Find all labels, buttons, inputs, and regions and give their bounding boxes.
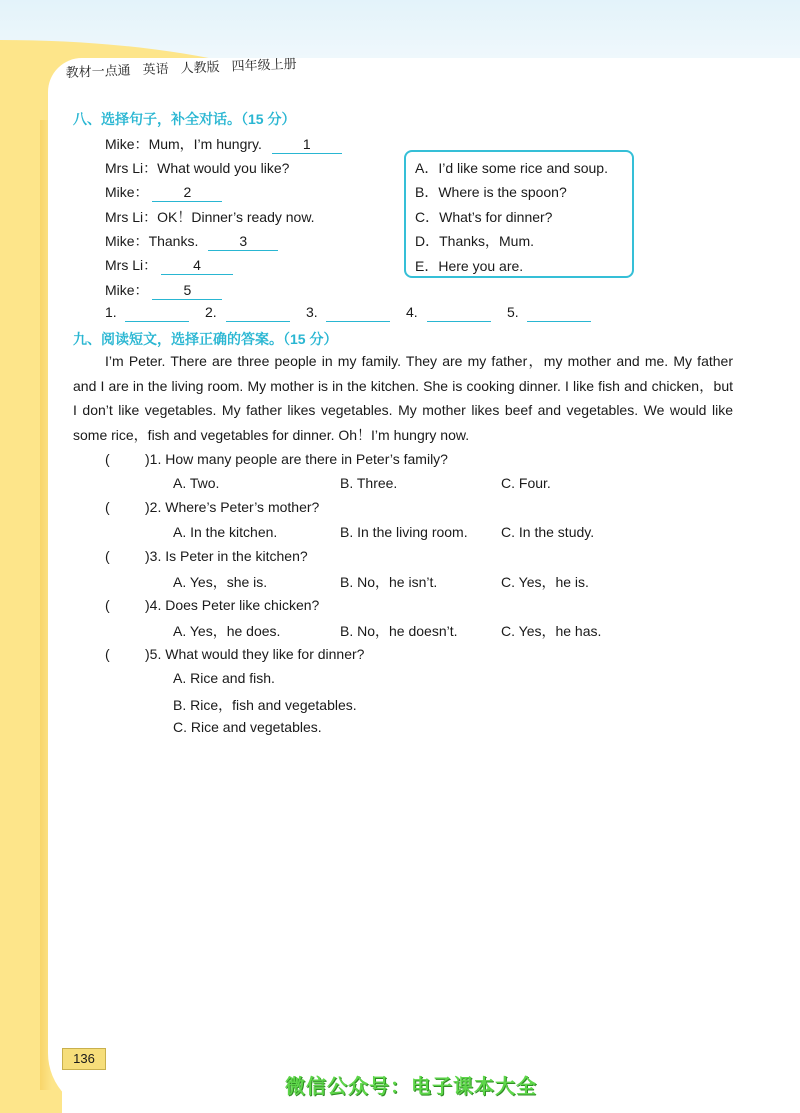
q3-option-c: C. Yes，he is. xyxy=(501,574,589,590)
question-1-paren[interactable]: ( xyxy=(105,451,110,467)
question-4 xyxy=(145,597,319,613)
q3-option-a: A. Yes，she is. xyxy=(173,574,268,590)
dialogue-line-5 xyxy=(105,231,278,251)
question-number: )1. xyxy=(145,451,162,467)
dialogue-blank-2[interactable]: 2 xyxy=(152,184,222,202)
option-d: D．Thanks，Mum. xyxy=(415,233,535,249)
q5-option-a: A. Rice and fish. xyxy=(173,670,275,686)
answer-line-3[interactable] xyxy=(326,321,390,322)
question-text: Does Peter like chicken? xyxy=(165,597,320,613)
question-1 xyxy=(145,451,448,467)
q2-option-b: B. In the living room. xyxy=(340,524,468,540)
question-2 xyxy=(145,499,319,515)
option-e: E．Here you are. xyxy=(415,258,524,274)
answer-label-2: 2. xyxy=(205,304,217,320)
option-c: C．What’s for dinner? xyxy=(415,209,553,225)
options-box xyxy=(404,150,634,278)
passage-text: I’m Peter. There are three people in my family. They are my father，my mother and me. My father and I are in the living room. My mother is in the kitchen. She is cooking dinner. I like fish and chicken，but I don’t like vegetables. My father likes vegetables. My mother likes beef and vegetables. We would like some rice，fish and vegetables for dinner. Oh！I’m hungry now. xyxy=(73,353,733,443)
answer-line-2[interactable] xyxy=(226,321,290,322)
dialogue-line-1 xyxy=(105,134,342,154)
dialogue-blank-3[interactable]: 3 xyxy=(208,233,278,251)
dialogue-text: What would you like? xyxy=(157,160,290,176)
answer-line-5[interactable] xyxy=(527,321,591,322)
option-a: A．I’d like some rice and soup. xyxy=(415,160,608,176)
section9-title: 九、阅读短文，选择正确的答案。（15 分） xyxy=(73,331,338,347)
speaker: Mike： xyxy=(105,136,149,152)
speaker: Mrs Li： xyxy=(105,160,158,176)
question-number: )5. xyxy=(145,646,162,662)
question-3-paren[interactable]: ( xyxy=(105,548,110,564)
section8-title: 八、选择句子，补全对话。（15 分） xyxy=(73,111,296,127)
header-book: 教材一点通 xyxy=(65,62,131,81)
dialogue-text: OK！Dinner’s ready now. xyxy=(157,209,315,225)
question-5-paren[interactable]: ( xyxy=(105,646,110,662)
question-text: Where’s Peter’s mother? xyxy=(165,499,320,515)
q3-option-b: B. No，he isn’t. xyxy=(340,574,438,590)
question-4-paren[interactable]: ( xyxy=(105,597,110,613)
q4-option-c: C. Yes，he has. xyxy=(501,623,602,639)
page-number: 136 xyxy=(62,1048,106,1070)
question-text: What would they like for dinner? xyxy=(165,646,365,662)
answer-label-1: 1. xyxy=(105,304,117,320)
q2-option-c: C. In the study. xyxy=(501,524,595,540)
dialogue-text: Thanks. xyxy=(148,233,199,249)
dialogue-line-4 xyxy=(105,207,315,227)
header-grade: 四年级上册 xyxy=(231,56,297,74)
q1-option-a: A. Two. xyxy=(173,475,220,491)
question-5 xyxy=(145,646,364,662)
answer-line-4[interactable] xyxy=(427,321,491,322)
speaker: Mrs Li： xyxy=(105,209,158,225)
q1-option-b: B. Three. xyxy=(340,475,398,491)
question-text: How many people are there in Peter’s family? xyxy=(165,451,448,467)
answer-line-1[interactable] xyxy=(125,321,189,322)
dialogue-line-7 xyxy=(105,280,222,300)
dialogue-blank-4[interactable]: 4 xyxy=(161,257,233,275)
answer-label-4: 4. xyxy=(406,304,418,320)
question-number: )2. xyxy=(145,499,162,515)
dialogue-text: Mum，I’m hungry. xyxy=(148,136,262,152)
speaker: Mike： xyxy=(105,233,149,249)
q5-option-c: C. Rice and vegetables. xyxy=(173,719,322,735)
header-edition: 人教版 xyxy=(180,59,220,76)
q5-option-b: B. Rice，fish and vegetables. xyxy=(173,697,357,713)
dialogue-blank-5[interactable]: 5 xyxy=(152,282,222,300)
question-text: Is Peter in the kitchen? xyxy=(165,548,308,564)
dialogue-line-3 xyxy=(105,182,222,202)
q4-option-b: B. No，he doesn’t. xyxy=(340,623,458,639)
question-2-paren[interactable]: ( xyxy=(105,499,110,515)
q4-option-a: A. Yes，he does. xyxy=(173,623,281,639)
dialogue-blank-1[interactable]: 1 xyxy=(272,136,342,154)
option-b: B．Where is the spoon? xyxy=(415,184,567,200)
speaker: Mike： xyxy=(105,282,149,298)
q1-option-c: C. Four. xyxy=(501,475,551,491)
dialogue-line-6 xyxy=(105,255,233,275)
q2-option-a: A. In the kitchen. xyxy=(173,524,278,540)
reading-passage xyxy=(73,349,733,447)
dialogue-line-2 xyxy=(105,158,289,178)
question-number: )4. xyxy=(145,597,162,613)
speaker: Mrs Li： xyxy=(105,257,158,273)
answer-label-5: 5. xyxy=(507,304,519,320)
answer-label-3: 3. xyxy=(306,304,318,320)
question-3 xyxy=(145,548,308,564)
watermark: 微信公众号：电子课本大全 xyxy=(285,1076,537,1098)
header-subject: 英语 xyxy=(142,61,169,78)
speaker: Mike： xyxy=(105,184,149,200)
question-number: )3. xyxy=(145,548,162,564)
